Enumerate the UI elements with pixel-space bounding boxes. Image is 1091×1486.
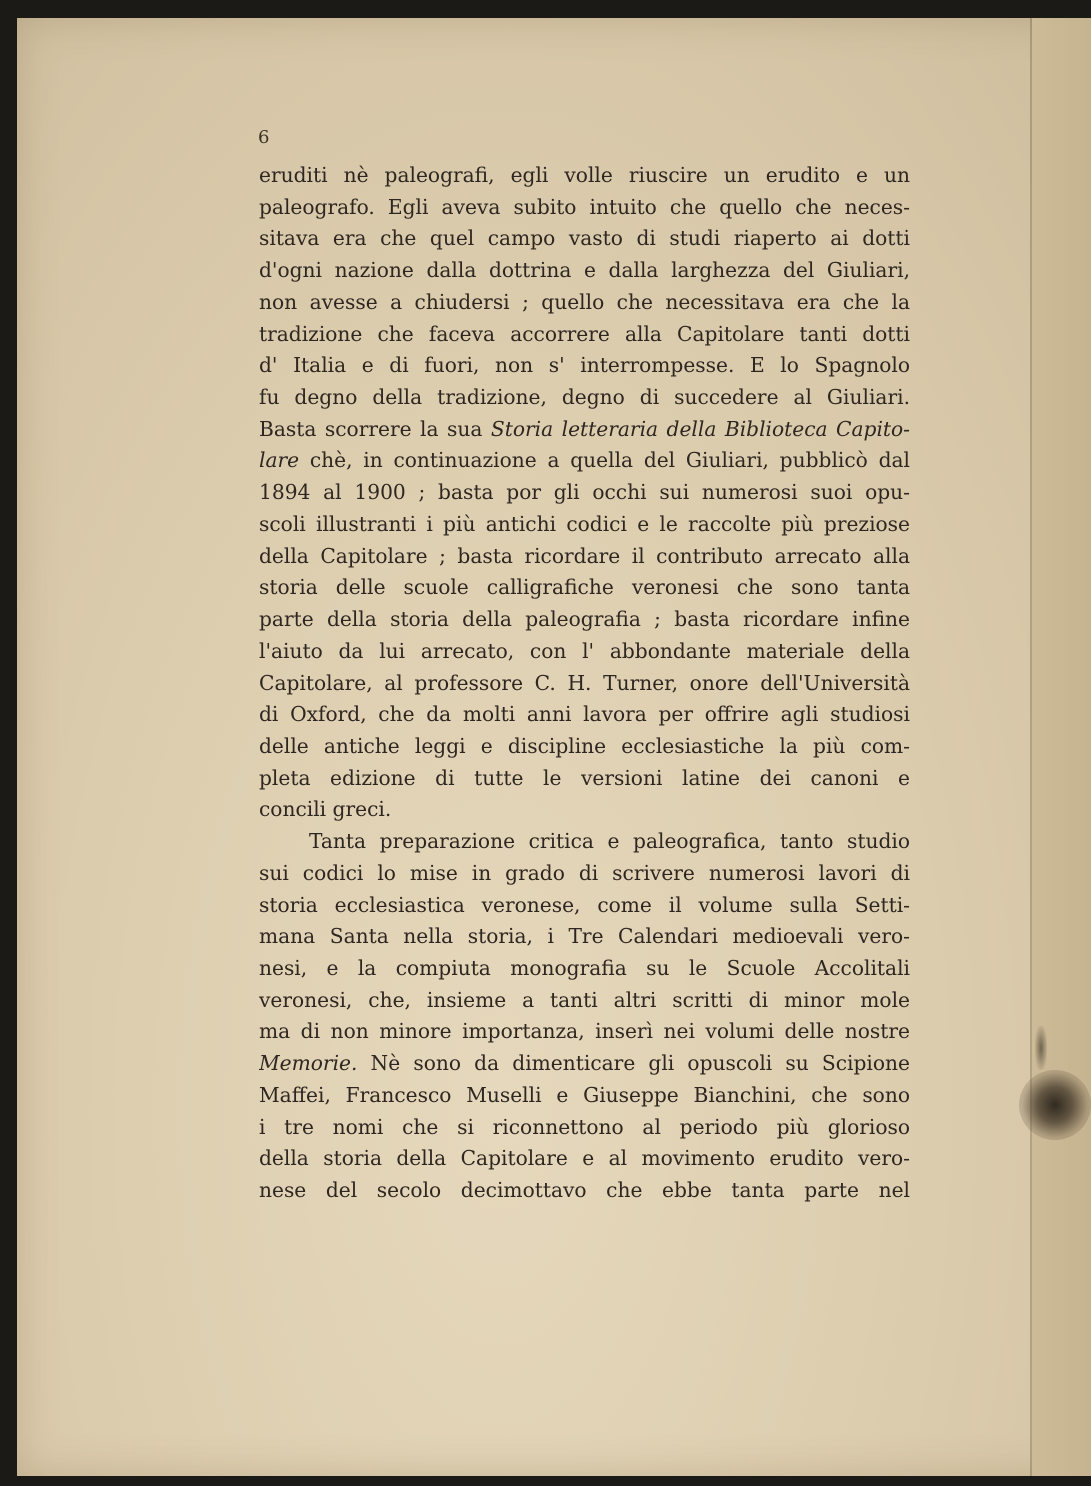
text-span: l'aiuto da lui arrecato, con l' abbondante materiale della [259,638,910,663]
text-span: nese del secolo decimottavo che ebbe tanta parte nel [259,1178,910,1202]
text-line [259,636,910,668]
text-line [259,699,910,731]
text-line [259,477,910,509]
text-span: d' Italia e di fuori, non s' interrompesse. E lo Spagnolo [259,353,910,378]
text-span: non avesse a chiudersi ; quello che necessitava era che la [259,289,910,314]
text-line [259,445,910,477]
text-span: Maffei, Francesco Muselli e Giuseppe Bianchini, che sono [259,1082,910,1107]
text-line [259,1143,910,1175]
text-span: tradizione che faceva accorrere alla Capitolare tanti dotti [259,321,910,346]
text-span: paleografo. Egli aveva subito intuito che quello che neces- [259,194,910,219]
text-span: Tanta preparazione critica e paleografica, tanto studio [309,829,910,854]
text-span: mana Santa nella storia, i Tre Calendari medioevali vero- [259,924,910,949]
text-span: ma di non minore importanza, inserì nei volumi delle nostre [259,1019,910,1044]
text-line [259,668,910,700]
text-span: storia ecclesiastica veronese, come il volume sulla Setti- [259,892,910,917]
text-line [259,826,910,858]
page-fold-line [1030,18,1032,1476]
next-page-edge [1032,18,1091,1476]
text-span: storia delle scuole calligrafiche veronesi che sono tanta [259,575,910,600]
text-line [259,1016,910,1048]
text-line [259,1080,910,1112]
text-span: Capitolare, al professore C. H. Turner, onore dell'Università [259,670,910,695]
text-line [259,572,910,604]
text-span: scoli illustranti i più antichi codici e le raccolte più preziose [259,511,910,536]
text-span: sui codici lo mise in grado di scrivere numerosi lavori di [259,860,910,885]
text-span: Nè sono da dimenticare gli opuscoli su Scipione [357,1051,910,1076]
italic-title: Memorie. [259,1051,358,1076]
text-span: della Capitolare ; basta ricordare il contributo arrecato alla [259,543,910,568]
text-line [259,160,910,192]
text-span: d'ogni nazione dalla dottrina e dalla larghezza del Giuliari, [259,258,910,283]
text-line [259,255,910,287]
italic-title: Storia letteraria della Biblioteca Capito- [490,416,910,441]
text-span: sitava era che quel campo vasto di studi riaperto ai dotti [259,226,910,251]
ink-smudge [1035,1026,1047,1070]
text-span: Basta scorrere la sua [259,416,491,441]
body-text [259,160,910,1207]
text-span: veronesi, che, insieme a tanti altri scritti di minor mole [259,987,910,1012]
text-line [259,858,910,890]
text-span: nesi, e la compiuta monografia su le Scuole Accolitali [259,955,910,980]
text-line [259,921,910,953]
text-line [259,1048,910,1080]
ink-stain [1019,1070,1091,1140]
text-line [259,953,910,985]
text-span: i tre nomi che si riconnettono al periodo più glorioso [259,1114,910,1139]
text-line [259,794,910,826]
text-line [259,1112,910,1144]
text-span: chè, in continuazione a quella del Giuliari, pubblicò dal [299,448,910,473]
text-line [259,890,910,922]
text-span: eruditi nè paleografi, egli volle riuscire un erudito e un [259,163,910,187]
text-span: delle antiche leggi e discipline ecclesiastiche la più com- [259,733,910,758]
page-number: 6 [258,127,270,148]
text-line [259,287,910,319]
text-line [259,541,910,573]
text-line [259,763,910,795]
text-line [259,319,910,351]
text-line [259,985,910,1017]
text-span: della storia della Capitolare e al movimento erudito vero- [259,1146,910,1171]
text-line [259,382,910,414]
text-line [259,192,910,224]
text-line [259,1175,910,1207]
text-span: 1894 al 1900 ; basta por gli occhi sui numerosi suoi opu- [259,480,910,505]
text-line [259,509,910,541]
text-line [259,604,910,636]
italic-title: lare [259,448,300,473]
text-span: concili greci. [259,797,392,822]
text-span: fu degno della tradizione, degno di succedere al Giuliari. [259,385,910,410]
text-line [259,223,910,255]
text-span: parte della storia della paleografia ; basta ricordare infine [259,607,910,632]
text-line [259,731,910,763]
text-span: pleta edizione di tutte le versioni latine dei canoni e [259,765,910,790]
paragraph-2 [259,826,910,1207]
paragraph-1 [259,160,910,826]
text-line [259,350,910,382]
text-span: di Oxford, che da molti anni lavora per offrire agli studiosi [259,702,910,727]
text-line [259,414,910,446]
